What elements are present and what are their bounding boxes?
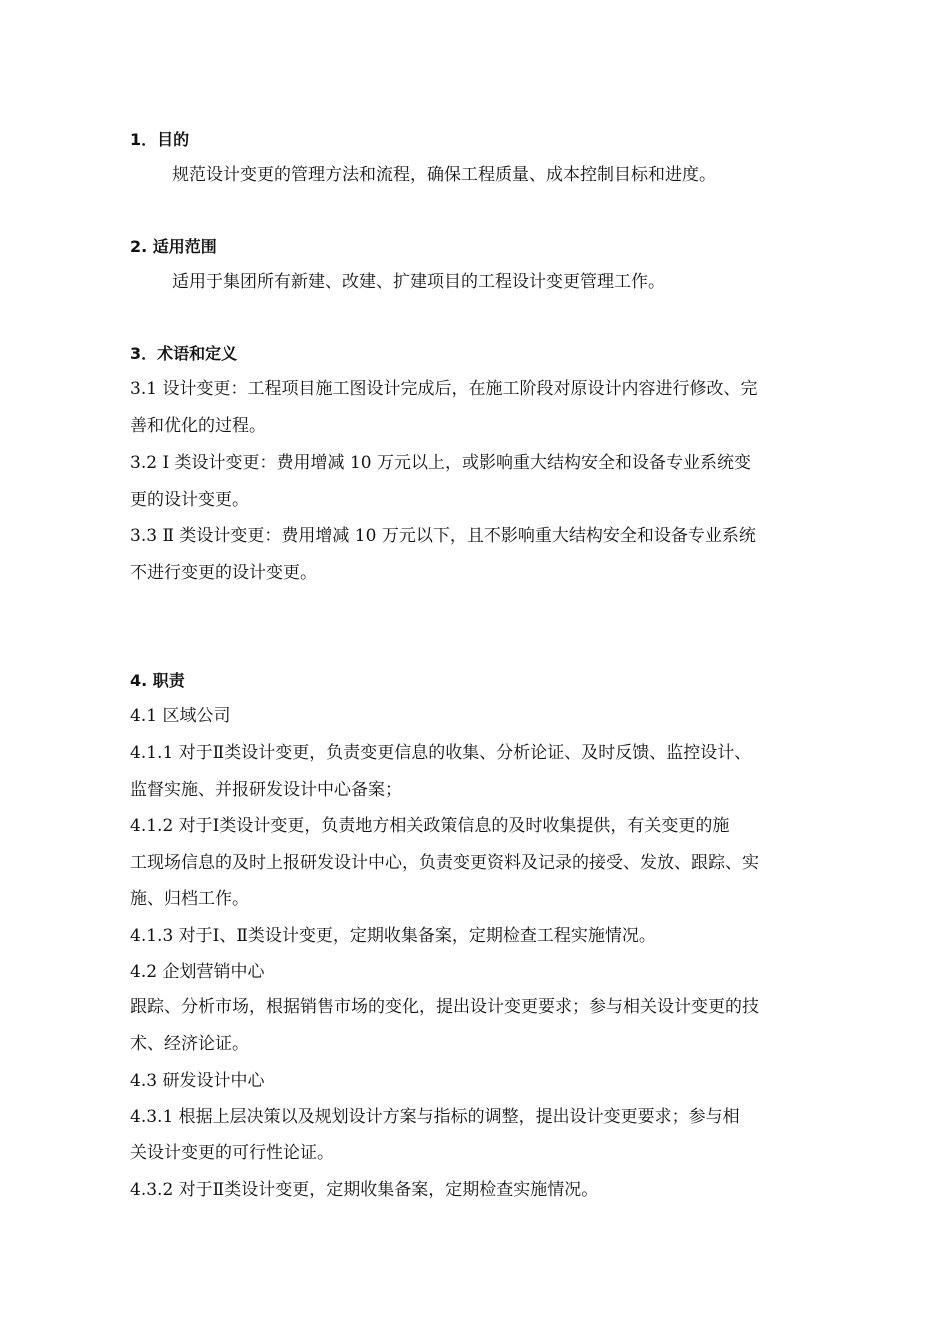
duty-line: 监督实施、并报研发设计中心备案；	[130, 780, 402, 800]
duty-line: 4.1.1 对于Ⅱ类设计变更，负责变更信息的收集、分析论证、及时反馈、监控设计、	[130, 743, 752, 763]
term-line: 3.2 Ⅰ 类设计变更：费用增减 10 万元以上，或影响重大结构安全和设备专业系统变	[130, 453, 751, 473]
term-line: 3.1 设计变更：工程项目施工图设计完成后，在施工阶段对原设计内容进行修改、完	[130, 379, 758, 399]
duty-line: 跟踪、分析市场，根据销售市场的变化，提出设计变更要求；参与相关设计变更的技	[130, 997, 759, 1017]
duty-line: 工现场信息的及时上报研发设计中心，负责变更资料及记录的接受、发放、跟踪、实	[130, 853, 759, 873]
scope-text: 适用于集团所有新建、改建、扩建项目的工程设计变更管理工作。	[172, 272, 665, 292]
section-heading-scope: 2. 适用范围	[130, 237, 217, 256]
section-heading-terms: 3．术语和定义	[130, 344, 238, 363]
duty-line: 4.3.1 根据上层决策以及规划设计方案与指标的调整，提出设计变更要求；参与相	[130, 1107, 740, 1127]
term-line: 不进行变更的设计变更。	[130, 563, 317, 583]
duty-line: 4.3 研发设计中心	[130, 1071, 265, 1091]
term-line: 善和优化的过程。	[130, 416, 266, 436]
section-heading-purpose: 1．目的	[130, 130, 190, 149]
term-line: 3.3 Ⅱ 类设计变更：费用增减 10 万元以下，且不影响重大结构安全和设备专业系统	[130, 526, 756, 546]
term-line: 更的设计变更。	[130, 490, 249, 510]
duty-line: 施、归档工作。	[130, 889, 249, 909]
section-heading-duties: 4. 职责	[130, 671, 185, 690]
duty-line: 关设计变更的可行性论证。	[130, 1143, 334, 1163]
duty-line: 术、经济论证。	[130, 1034, 249, 1054]
duty-line: 4.1.3 对于Ⅰ、Ⅱ类设计变更，定期收集备案，定期检查工程实施情况。	[130, 926, 656, 946]
duty-line: 4.1.2 对于Ⅰ类设计变更，负责地方相关政策信息的及时收集提供，有关变更的施	[130, 816, 730, 836]
duty-line: 4.2 企划营销中心	[130, 962, 265, 982]
duty-line: 4.3.2 对于Ⅱ类设计变更，定期收集备案，定期检查实施情况。	[130, 1180, 599, 1200]
purpose-text: 规范设计变更的管理方法和流程，确保工程质量、成本控制目标和进度。	[172, 165, 716, 185]
duty-line: 4.1 区域公司	[130, 706, 231, 726]
